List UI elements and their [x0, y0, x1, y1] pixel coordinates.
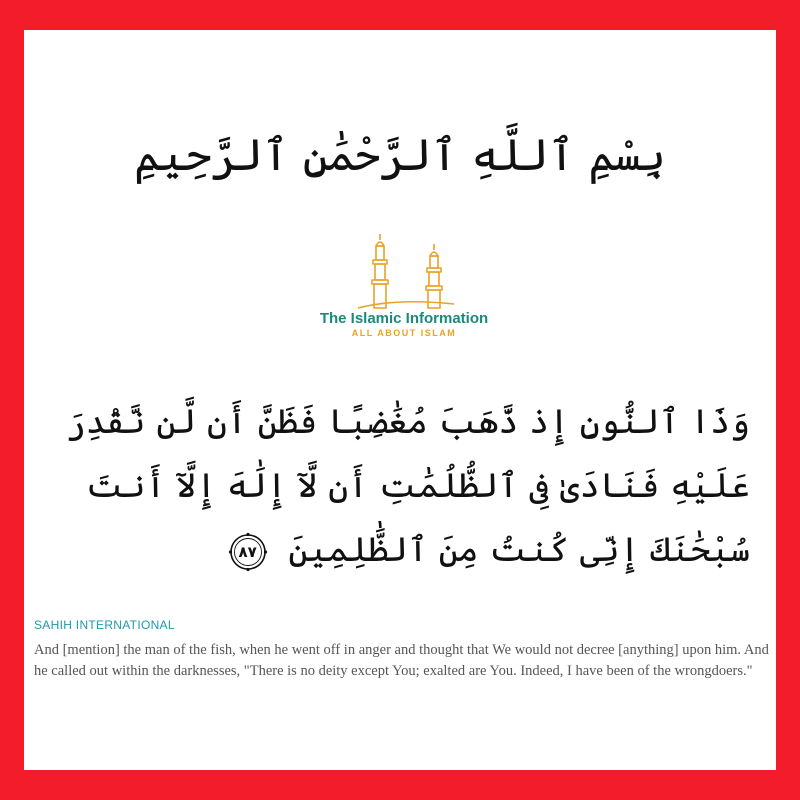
bismillah-calligraphy: بِسْمِ ٱللَّهِ ٱلرَّحْمَٰنِ ٱلرَّحِيمِ — [134, 130, 666, 181]
ayah-number-marker — [228, 532, 268, 572]
translation-source-label: SAHIH INTERNATIONAL — [34, 618, 175, 632]
logo-subtitle: ALL ABOUT ISLAM — [351, 328, 457, 338]
verse-arabic-text: وَذَا ٱلنُّونِ إِذ ذَّهَبَ مُغَٰضِبًا فَظَنَّ أَن لَّن نَّقْدِرَ عَلَيْهِ فَنَادَىٰ فِى ٱلظُّلُمَٰتِ أَن لَّآ إِلَٰهَ إِلَّآ أَنتَ سُبْحَٰنَكَ إِنِّى كُنتُ مِنَ ٱلظَّٰلِمِينَ — [65, 402, 750, 570]
twin-minarets-icon — [356, 232, 456, 310]
site-logo[interactable] — [304, 230, 504, 350]
translation-text: And [mention] the man of the fish, when he went off in anger and thought that We would not decree [anything] upon him. And he called out within the darknesses, "There is no deity except You; exalted are You. Indeed, I have been of the wrongdoers." — [34, 642, 769, 679]
logo-title: The Islamic Information — [319, 310, 489, 327]
quran-verse — [60, 390, 750, 582]
ayah-number: ٨٧ — [238, 543, 257, 561]
content-card — [24, 30, 776, 770]
